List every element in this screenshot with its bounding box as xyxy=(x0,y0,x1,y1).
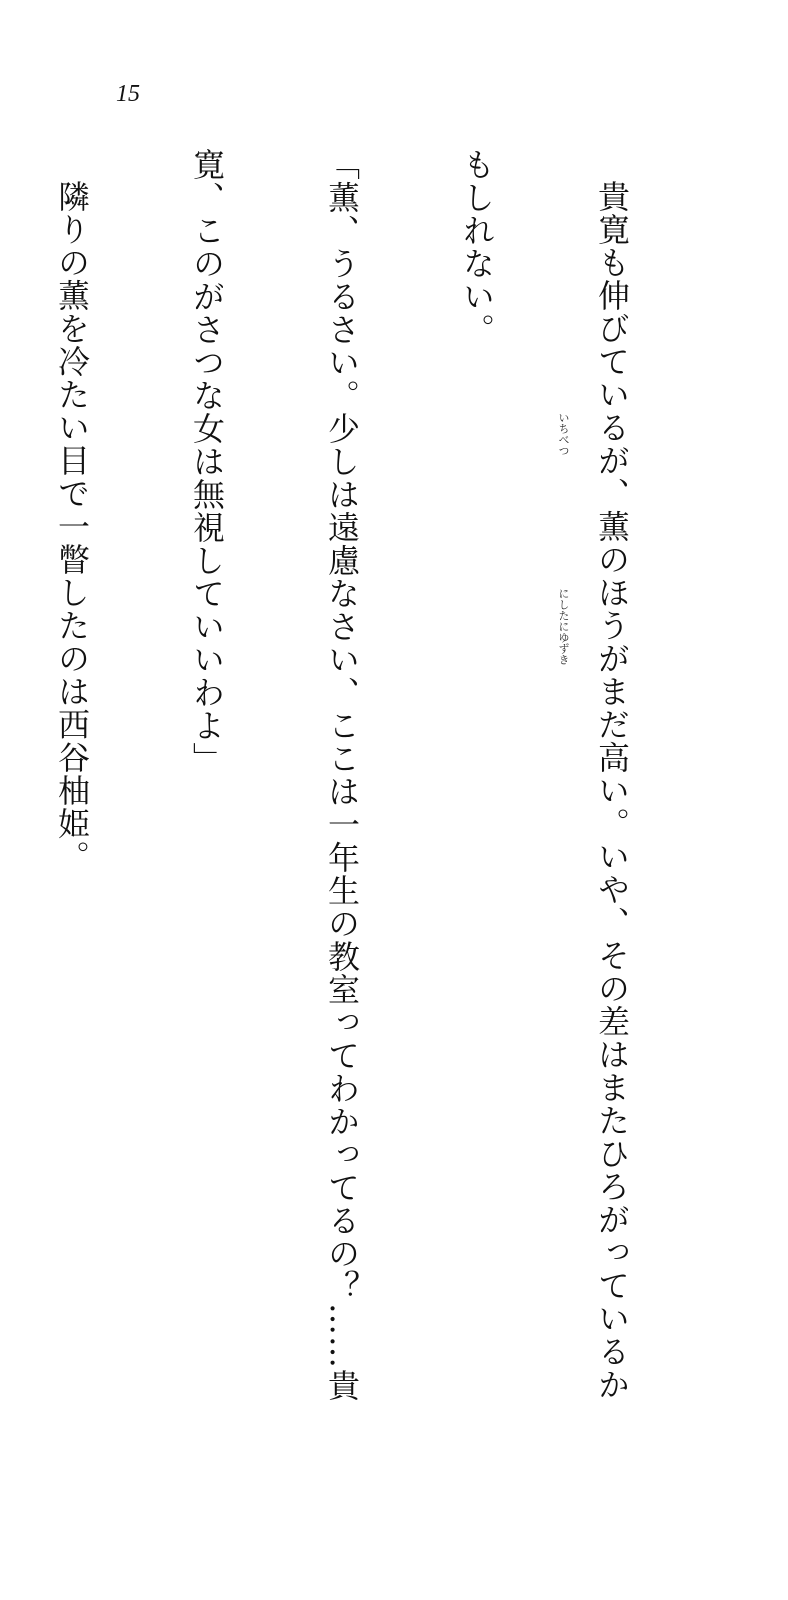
ruby-ichibetsu: いちべつ xyxy=(557,412,570,456)
text-line-1: 貴寛も伸びているが、薫のほうがまだ高い。いや、その差はまたひろがっているか xyxy=(593,180,631,1401)
text-line-3: 「薫、うるさい。少しは遠慮なさい、ここは一年生の教室ってわかってるの？……貴 xyxy=(323,148,361,1402)
text-line-2: もしれない。 xyxy=(458,148,496,346)
page-number: 15 xyxy=(116,81,140,107)
text-line-5: 隣りの薫を冷たい目で一瞥したのは西谷柚姫。 xyxy=(53,180,91,873)
ruby-nishitani-yuzuki: にしたにゆずき xyxy=(557,588,570,665)
text-line-4: 寛、このがさつな女は無視していいわよ」 xyxy=(188,148,226,775)
vertical-text-body xyxy=(0,148,724,1402)
